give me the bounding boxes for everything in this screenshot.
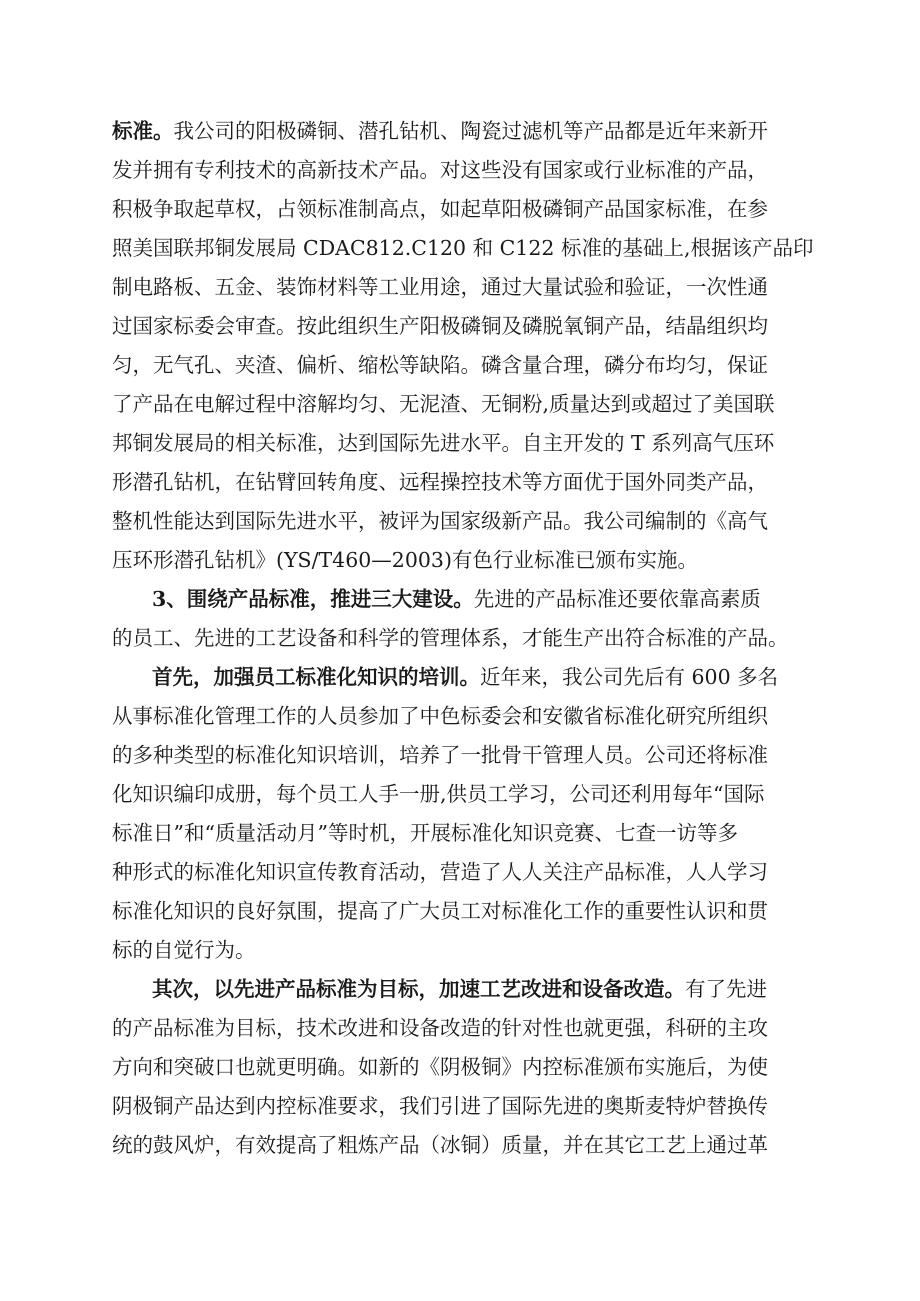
text-line (112, 970, 812, 1009)
text-line (112, 619, 812, 658)
text-line (112, 151, 812, 190)
body-text: 照美国联邦铜发展局 CDAC812.C120 和 C122 标准的基础上,根据该产品印 (112, 236, 814, 260)
text-line (112, 502, 812, 541)
bold-heading-text: 首先，加强员工标准化知识的培训。 (152, 665, 480, 689)
body-text: 整机性能达到国际先进水平，被评为国家级新产品。我公司编制的《高气 (112, 509, 768, 533)
text-line (112, 814, 812, 853)
text-line (112, 190, 812, 229)
body-text: 标准日”和“质量活动月”等时机，开展标准化知识竞赛、七查一访等多 (112, 821, 738, 845)
text-line (112, 112, 812, 151)
body-text: 标准化知识的良好氛围，提高了广大员工对标准化工作的重要性认识和贯 (112, 899, 768, 923)
text-line (112, 424, 812, 463)
body-text: 制电路板、五金、装饰材料等工业用途，通过大量试验和验证，一次性通 (112, 275, 768, 299)
body-text: 形潜孔钻机，在钻臂回转角度、远程操控技术等方面优于国外同类产品， (112, 470, 768, 494)
text-line (112, 463, 812, 502)
body-text: 发并拥有专利技术的高新技术产品。对这些没有国家或行业标准的产品， (112, 158, 768, 182)
text-line (112, 1009, 812, 1048)
body-text: 的多种类型的标准化知识培训，培养了一批骨干管理人员。公司还将标准 (112, 743, 768, 767)
text-line (112, 697, 812, 736)
text-line (112, 658, 812, 697)
body-text: 阴极铜产品达到内控标准要求，我们引进了国际先进的奥斯麦特炉替换传 (112, 1094, 768, 1118)
body-text: 有了先进 (685, 977, 767, 1001)
body-text: 我公司的阳极磷铜、潜孔钻机、陶瓷过滤机等产品都是近年来新开 (173, 119, 768, 143)
text-line (112, 346, 812, 385)
bold-heading-text: 3、围绕产品标准，推进三大建设。 (152, 587, 474, 611)
body-text: 的员工、先进的工艺设备和科学的管理体系，才能生产出符合标准的产品。 (112, 626, 789, 650)
text-line (112, 931, 812, 970)
paragraph-2 (112, 580, 812, 658)
body-text: 过国家标委会审查。按此组织生产阳极磷铜及磷脱氧铜产品，结晶组织均 (112, 314, 768, 338)
document-body (112, 112, 812, 1165)
body-text: 从事标准化管理工作的人员参加了中色标委会和安徽省标准化研究所组织 (112, 704, 768, 728)
text-line (112, 580, 812, 619)
bold-heading-text: 标准。 (112, 119, 174, 143)
text-line (112, 229, 812, 268)
body-text: 邦铜发展局的相关标准，达到国际先进水平。自主开发的 T 系列高气压环 (112, 431, 775, 455)
body-text: 匀，无气孔、夹渣、偏析、缩松等缺陷。磷含量合理，磷分布均匀，保证 (112, 353, 768, 377)
bold-heading-text: 其次，以先进产品标准为目标，加速工艺改进和设备改造。 (152, 977, 685, 1001)
paragraph-3 (112, 658, 812, 970)
text-line (112, 853, 812, 892)
text-line (112, 892, 812, 931)
text-line (112, 1087, 812, 1126)
body-text: 方向和突破口也就更明确。如新的《阴极铜》内控标准颁布实施后，为使 (112, 1055, 768, 1079)
text-line (112, 385, 812, 424)
body-text: 的产品标准为目标，技术改进和设备改造的针对性也就更强，科研的主攻 (112, 1016, 768, 1040)
text-line (112, 307, 812, 346)
body-text: 压环形潜孔钻机》(YS/T460—2003)有色行业标准已颁布实施。 (112, 548, 698, 572)
text-line (112, 1126, 812, 1165)
text-line (112, 268, 812, 307)
text-line (112, 736, 812, 775)
body-text: 标的自觉行为。 (112, 938, 256, 962)
paragraph-4 (112, 970, 812, 1165)
body-text: 近年来，我公司先后有 600 多名 (480, 665, 779, 689)
body-text: 统的鼓风炉，有效提高了粗炼产品（冰铜）质量，并在其它工艺上通过革 (112, 1133, 768, 1157)
text-line (112, 1048, 812, 1087)
body-text: 种形式的标准化知识宣传教育活动，营造了人人关注产品标准，人人学习 (112, 860, 768, 884)
body-text: 了产品在电解过程中溶解均匀、无泥渣、无铜粉,质量达到或超过了美国联 (112, 392, 775, 416)
body-text: 化知识编印成册，每个员工人手一册,供员工学习，公司还利用每年“国际 (112, 782, 765, 806)
paragraph-1 (112, 112, 812, 580)
body-text: 积极争取起草权，占领标准制高点，如起草阳极磷铜产品国家标准，在参 (112, 197, 768, 221)
text-line (112, 541, 812, 580)
text-line (112, 775, 812, 814)
body-text: 先进的产品标准还要依靠高素质 (473, 587, 761, 611)
